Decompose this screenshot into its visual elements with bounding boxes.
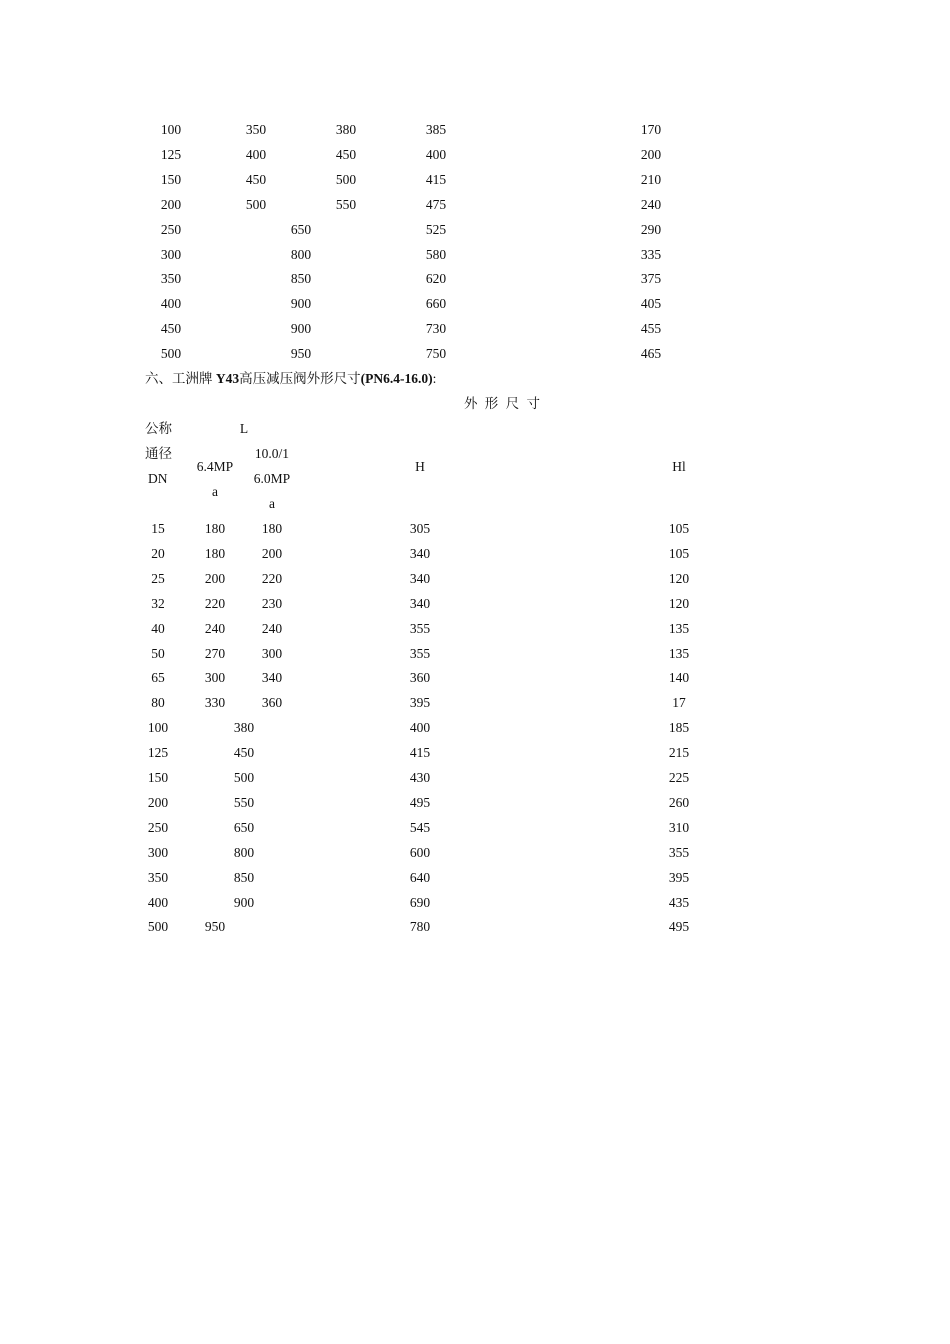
cell-dn: 80 <box>151 695 165 710</box>
section-name: 高压减压阀外形尺寸 <box>239 371 361 386</box>
cell-h: 400 <box>425 147 447 162</box>
section-suffix: : <box>432 371 437 386</box>
cell-dn: 50 <box>151 646 165 661</box>
cell-merged: 900 <box>290 321 312 336</box>
cell-h1: 135 <box>668 621 690 636</box>
cell-dn: 15 <box>151 521 165 536</box>
cell-h1: 375 <box>640 271 662 286</box>
section-model: Y43 <box>215 371 240 386</box>
header-L-6.4-line1: 6.4MP <box>196 459 234 474</box>
cell-h: 780 <box>409 919 431 934</box>
cell-h1: 405 <box>640 296 662 311</box>
cell-dn: 400 <box>147 895 169 910</box>
cell-h1: 170 <box>640 122 662 137</box>
cell-dn: 350 <box>147 870 169 885</box>
header-L: L <box>239 421 249 436</box>
cell-h: 415 <box>409 745 431 760</box>
cell-b: 340 <box>261 670 283 685</box>
cell-h1: 105 <box>668 521 690 536</box>
cell-h1: 395 <box>668 870 690 885</box>
cell-h1: 120 <box>668 596 690 611</box>
cell-h: 430 <box>409 770 431 785</box>
cell-b: 240 <box>261 621 283 636</box>
cell-dn: 250 <box>147 820 169 835</box>
cell-dn: 65 <box>151 670 165 685</box>
header-nominal-line3: DN <box>148 471 168 486</box>
cell-h: 580 <box>425 247 447 262</box>
cell-a: 240 <box>204 621 226 636</box>
cell-merged: 950 <box>290 346 312 361</box>
cell-merged: 900 <box>290 296 312 311</box>
cell-merged: 650 <box>233 820 255 835</box>
cell-dn: 400 <box>160 296 182 311</box>
cell-merged: 850 <box>290 271 312 286</box>
cell-dn: 500 <box>160 346 182 361</box>
cell-merged: 550 <box>233 795 255 810</box>
cell-h: 340 <box>409 596 431 611</box>
cell-a: 270 <box>204 646 226 661</box>
header-nominal-line1: 公称 <box>145 421 172 436</box>
cell-h1: 240 <box>640 197 662 212</box>
cell-a: 400 <box>245 147 267 162</box>
cell-h1: 335 <box>640 247 662 262</box>
cell-dn: 125 <box>160 147 182 162</box>
cell-a: 300 <box>204 670 226 685</box>
cell-b: 380 <box>335 122 357 137</box>
cell-b: 550 <box>335 197 357 212</box>
cell-merged: 650 <box>290 222 312 237</box>
cell-h1: 215 <box>668 745 690 760</box>
cell-h: 620 <box>425 271 447 286</box>
cell-merged: 800 <box>233 845 255 860</box>
cell-h: 415 <box>425 172 447 187</box>
cell-h: 355 <box>409 646 431 661</box>
cell-b: 180 <box>261 521 283 536</box>
cell-h: 495 <box>409 795 431 810</box>
cell-dn: 25 <box>151 571 165 586</box>
cell-h: 400 <box>409 720 431 735</box>
cell-dn: 150 <box>160 172 182 187</box>
header-H: H <box>415 459 425 474</box>
cell-h: 340 <box>409 546 431 561</box>
cell-h: 750 <box>425 346 447 361</box>
cell-h1: 135 <box>668 646 690 661</box>
cell-b: 230 <box>261 596 283 611</box>
group-header-outline-dimensions: 外 形 尺 寸 <box>463 396 543 411</box>
cell-dn: 20 <box>151 546 165 561</box>
section-prefix: 六、工洲牌 <box>145 371 216 386</box>
cell-h1: 435 <box>668 895 690 910</box>
cell-a: 220 <box>204 596 226 611</box>
cell-h: 660 <box>425 296 447 311</box>
cell-merged: 450 <box>233 745 255 760</box>
section-heading <box>145 371 436 387</box>
cell-h: 730 <box>425 321 447 336</box>
cell-h1: 105 <box>668 546 690 561</box>
cell-h: 600 <box>409 845 431 860</box>
cell-h1: 290 <box>640 222 662 237</box>
cell-dn: 100 <box>147 720 169 735</box>
cell-b: 360 <box>261 695 283 710</box>
cell-a: 330 <box>204 695 226 710</box>
cell-a: 450 <box>245 172 267 187</box>
header-H1: Hl <box>672 459 686 474</box>
cell-h: 360 <box>409 670 431 685</box>
cell-merged: 850 <box>233 870 255 885</box>
section-pn: (PN6.4-16.0) <box>360 371 433 386</box>
cell-dn: 125 <box>147 745 169 760</box>
cell-h: 545 <box>409 820 431 835</box>
cell-h1: 465 <box>640 346 662 361</box>
cell-h1: 17 <box>672 695 686 710</box>
cell-h: 340 <box>409 571 431 586</box>
cell-dn: 300 <box>160 247 182 262</box>
cell-b: 500 <box>335 172 357 187</box>
cell-merged: 380 <box>233 720 255 735</box>
cell-h1: 120 <box>668 571 690 586</box>
cell-dn: 200 <box>160 197 182 212</box>
cell-h: 525 <box>425 222 447 237</box>
cell-h1: 140 <box>668 670 690 685</box>
cell-h1: 355 <box>668 845 690 860</box>
cell-h: 690 <box>409 895 431 910</box>
cell-dn: 450 <box>160 321 182 336</box>
cell-h: 475 <box>425 197 447 212</box>
cell-h1: 310 <box>668 820 690 835</box>
cell-merged: 900 <box>233 895 255 910</box>
cell-a: 180 <box>204 546 226 561</box>
cell-merged: 800 <box>290 247 312 262</box>
cell-a: 500 <box>245 197 267 212</box>
cell-dn: 40 <box>151 621 165 636</box>
cell-h: 355 <box>409 621 431 636</box>
cell-h: 395 <box>409 695 431 710</box>
cell-h1: 210 <box>640 172 662 187</box>
cell-h1: 260 <box>668 795 690 810</box>
cell-h1: 455 <box>640 321 662 336</box>
cell-h: 640 <box>409 870 431 885</box>
cell-merged: 500 <box>233 770 255 785</box>
cell-dn: 250 <box>160 222 182 237</box>
cell-a: 180 <box>204 521 226 536</box>
cell-dn: 32 <box>151 596 165 611</box>
cell-a: 950 <box>204 919 226 934</box>
cell-a: 200 <box>204 571 226 586</box>
cell-h1: 185 <box>668 720 690 735</box>
cell-b: 300 <box>261 646 283 661</box>
cell-h: 385 <box>425 122 447 137</box>
cell-b: 220 <box>261 571 283 586</box>
cell-dn: 100 <box>160 122 182 137</box>
cell-h1: 200 <box>640 147 662 162</box>
cell-dn: 200 <box>147 795 169 810</box>
cell-h1: 225 <box>668 770 690 785</box>
header-nominal-line2: 通径 <box>145 446 172 461</box>
cell-b: 450 <box>335 147 357 162</box>
header-L-10-line2: 6.0MP <box>253 471 291 486</box>
header-L-10-line3: a <box>269 496 275 511</box>
cell-a: 350 <box>245 122 267 137</box>
cell-dn: 500 <box>147 919 169 934</box>
cell-dn: 150 <box>147 770 169 785</box>
cell-h1: 495 <box>668 919 690 934</box>
header-L-6.4-line2: a <box>212 484 218 499</box>
cell-h: 305 <box>409 521 431 536</box>
cell-dn: 350 <box>160 271 182 286</box>
cell-b: 200 <box>261 546 283 561</box>
header-L-10-line1: 10.0/1 <box>254 446 290 461</box>
cell-dn: 300 <box>147 845 169 860</box>
